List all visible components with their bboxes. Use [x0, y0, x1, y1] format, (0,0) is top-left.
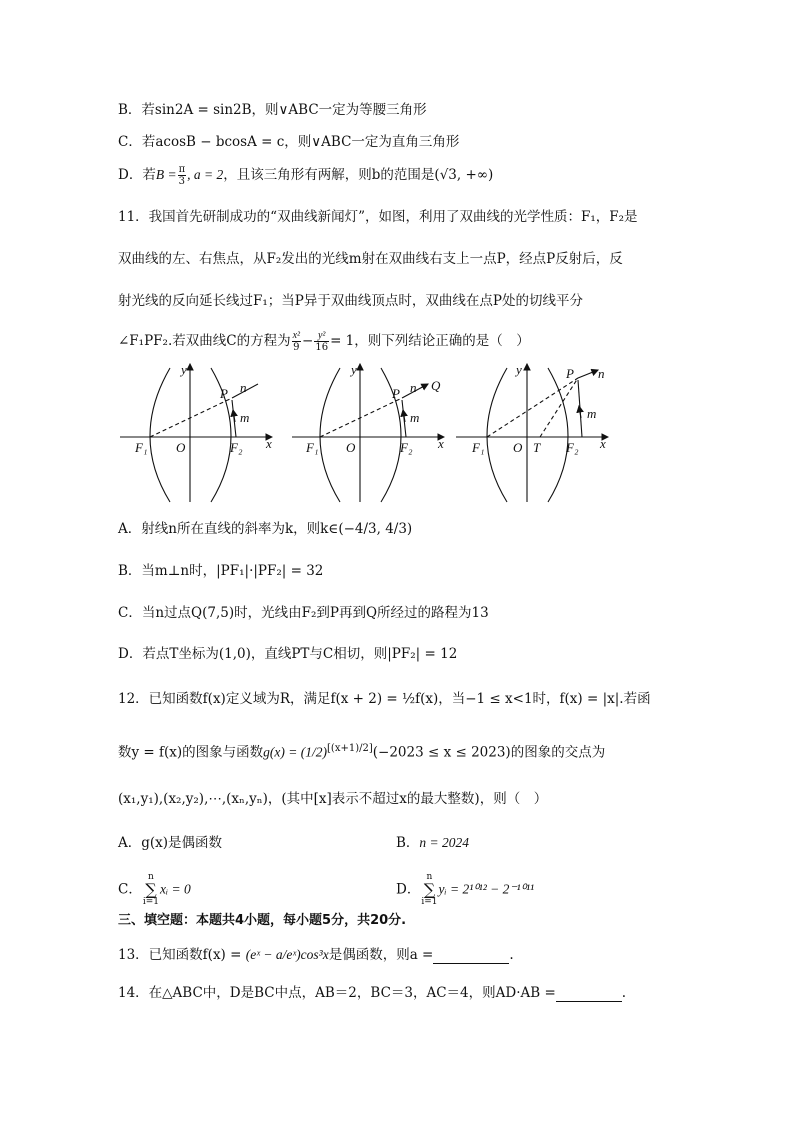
label-t: T	[533, 440, 541, 455]
q11-option-d	[118, 645, 457, 663]
option-label: D．	[118, 167, 143, 183]
label-o: O	[346, 440, 356, 455]
label-x: x	[438, 436, 444, 451]
minus-sign: −	[302, 333, 314, 349]
q11-stem-line4	[118, 330, 530, 353]
frac-denominator: 16	[315, 342, 329, 353]
q14	[118, 984, 626, 1002]
q11-stem-line3: 射光线的反向延长线过F₁；当P异于双曲线顶点时，双曲线在点P处的切线平分	[118, 293, 583, 309]
answer-blank[interactable]	[556, 987, 622, 1002]
option-text: 当n过点Q(7,5)时，光线由F₂到P再到Q所经过的路程为13	[141, 605, 489, 621]
option-label: C．	[118, 605, 142, 621]
pi-over-three	[178, 164, 187, 187]
option-text: 若点T坐标为(1,0)，直线PT与C相切，则|PF₂| = 12	[142, 646, 458, 662]
frac-numerator: π	[178, 164, 186, 175]
figure-3-labels	[471, 362, 606, 455]
frac-numerator: y²	[314, 330, 329, 342]
stem-text: (−2023 ≤ x ≤ 2023)的图象的交点为	[372, 744, 606, 761]
sum-top: n	[426, 872, 433, 882]
right-branch	[548, 368, 568, 502]
label-q: Q	[431, 378, 441, 393]
frac-denominator: 9	[293, 342, 300, 353]
label-f1: F₁	[306, 440, 319, 455]
sum-bottom: i=1	[421, 897, 438, 907]
q11-option-c	[118, 604, 489, 622]
label-m: m	[410, 410, 420, 425]
option-text: 若acosB − bcosA = c，则∨ABC一定为直角三角形	[141, 134, 460, 150]
y2-over-16	[314, 330, 329, 353]
ray-m	[578, 380, 582, 437]
period: .	[621, 985, 627, 1001]
condition-a: , a = 2	[187, 167, 224, 182]
frac-numerator: x²	[292, 330, 301, 341]
hyperbola-figures	[0, 360, 794, 510]
figure-1	[120, 364, 272, 502]
q13	[118, 946, 514, 964]
label-x: x	[266, 436, 272, 451]
label-f2: F₂	[566, 440, 579, 455]
dashed-ray	[320, 398, 402, 437]
label-n: n	[240, 380, 247, 395]
stem-text: 13．已知函数f(x) =	[118, 947, 246, 963]
section-heading: 三、填空题：本题共4小题，每小题5分，共20分.	[118, 913, 407, 928]
option-text: ，且该三角形有两解，则b的范围是	[223, 167, 435, 183]
summation	[421, 872, 437, 908]
label-o: O	[176, 440, 186, 455]
sum-symbol: ∑	[145, 880, 157, 899]
label-f1: F₁	[472, 440, 485, 455]
function-expression: (eˣ − a/eˣ)cos³x	[245, 947, 329, 962]
label-n: n	[598, 366, 605, 381]
answer-blank[interactable]	[433, 949, 509, 964]
label-n: n	[410, 380, 417, 395]
q12-stem-line2	[118, 740, 605, 762]
figure-2	[292, 364, 444, 502]
stem-text: 14．在△ABC中，D是BC中点，AB＝2，BC＝3，AC＝4，则AD·AB =	[118, 985, 556, 1001]
option-text: g(x)是偶函数	[141, 835, 223, 851]
ray-n	[578, 370, 598, 378]
option-text: n = 2024	[419, 835, 470, 850]
option-text: 若sin2A = sin2B，则∨ABC一定为等腰三角形	[141, 102, 427, 118]
option-label: B．	[396, 835, 420, 851]
option-text: yᵢ = 2¹⁰¹² − 2⁻¹⁰¹¹	[438, 881, 535, 897]
q10-option-d	[118, 164, 493, 187]
stem-text: 是偶函数，则a =	[328, 947, 434, 963]
g-expression: g(x) = (1/2)	[263, 744, 328, 760]
label-f2: F₂	[230, 440, 243, 455]
option-text: 当m⊥n时，|PF₁|·|PF₂| = 32	[141, 563, 324, 579]
figure-2-labels	[305, 362, 444, 455]
q11-option-b	[118, 562, 323, 580]
option-label: D．	[396, 881, 421, 898]
frac-denominator: 3	[178, 176, 186, 187]
label-x: x	[600, 436, 606, 451]
x2-over-9	[292, 330, 301, 353]
g-exponent: [(x+1)/2]	[327, 743, 373, 754]
label-y: y	[351, 362, 357, 377]
option-label: C．	[118, 134, 142, 150]
q12-stem-line3: (x₁,y₁),(x₂,y₂),⋯,(xₙ,yₙ)，(其中[x]表示不超过x的最大整数)，则（ ）	[118, 791, 548, 807]
label-p: P	[392, 386, 400, 401]
q11-stem-line1: 11．我国首先研制成功的“双曲线新闻灯”，如图，利用了双曲线的光学性质：F₁，F₂是	[118, 209, 638, 225]
label-y: y	[181, 362, 187, 377]
summation	[143, 872, 159, 908]
option-text: xᵢ = 0	[160, 881, 191, 897]
option-text: 若	[142, 167, 156, 183]
option-label: A．	[118, 521, 142, 537]
tangent-line	[540, 378, 578, 437]
q11-option-a	[118, 520, 412, 538]
stem-text: ∠F₁PF₂.若双曲线C的方程为	[118, 333, 291, 349]
sum-symbol: ∑	[423, 880, 436, 899]
q12-option-d	[396, 872, 534, 908]
q10-option-c	[118, 133, 459, 151]
option-label: D．	[118, 646, 143, 662]
sum-bottom: i=1	[142, 897, 159, 907]
label-m: m	[240, 410, 250, 425]
sum-top: n	[148, 872, 154, 882]
label-m: m	[587, 406, 597, 421]
q11-stem-line2: 双曲线的左、右焦点，从F₂发出的光线m射在双曲线右支上一点P，经点P反射后，反	[118, 251, 623, 267]
option-label: C．	[118, 881, 142, 898]
label-o: O	[513, 440, 523, 455]
option-label: A．	[118, 835, 142, 851]
range-expression: (−4/3, 4/3)	[338, 521, 413, 537]
q10-option-b	[118, 101, 427, 119]
label-y: y	[516, 362, 522, 377]
figure-3	[456, 364, 608, 502]
option-label: B．	[118, 563, 142, 579]
stem-text: = 1，则下列结论正确的是（ ）	[330, 333, 530, 349]
stem-text: 数y = f(x)的图象与函数	[118, 744, 264, 761]
condition-b: B =	[155, 167, 177, 182]
option-text: 射线n所在直线的斜率为k，则k∈	[141, 521, 339, 537]
q12-option-b	[396, 834, 469, 852]
range-expression: (√3, +∞)	[434, 167, 494, 183]
label-f1: F₁	[135, 440, 148, 455]
label-p: P	[566, 366, 574, 381]
q12-option-c	[118, 872, 191, 908]
dashed-ray	[150, 398, 232, 437]
period: .	[509, 947, 514, 963]
q12-stem-line1: 12．已知函数f(x)定义域为R，满足f(x + 2) = ½f(x)，当−1 ≤ x<1时，f(x) = |x|.若函	[118, 691, 651, 707]
q12-option-a	[118, 834, 222, 852]
label-f2: F₂	[400, 440, 413, 455]
figure-1-labels	[134, 362, 272, 455]
label-p: P	[220, 386, 228, 401]
option-label: B．	[118, 102, 142, 118]
